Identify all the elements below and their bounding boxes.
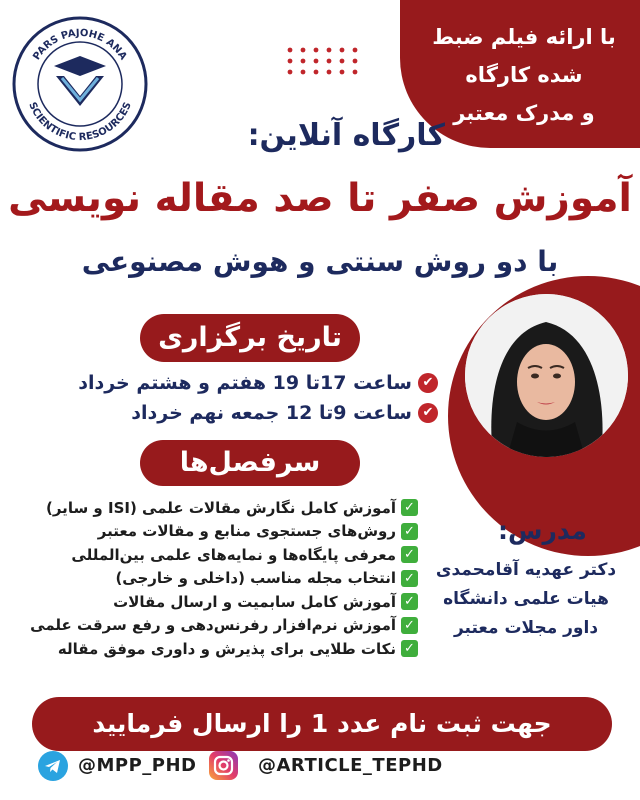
instructor-affiliation: هیات علمی دانشگاه xyxy=(443,589,609,609)
schedule-item-text: ساعت 9تا 12 جمعه نهم خرداد xyxy=(131,402,412,424)
decorative-dot-grid xyxy=(286,46,358,76)
instructor-reviewer: داور مجلات معتبر xyxy=(453,618,599,638)
badge-line-2: شده کارگاه xyxy=(465,63,583,87)
outline-item-text: نکات طلایی برای پذیرش و داوری موفق مقاله xyxy=(57,639,396,658)
list-item xyxy=(30,520,418,544)
outline-item-text: انتخاب مجله مناسب (داخلی و خارجی) xyxy=(115,569,396,588)
outline-item-text: آموزش نرم‌افزار رفرنس‌دهی و رفع سرقت علمی xyxy=(30,616,396,635)
outline-item-text: آموزش کامل نگارش مقالات علمی (ISI و سایر) xyxy=(46,498,396,517)
check-icon: ✓ xyxy=(401,499,418,516)
list-item xyxy=(30,590,418,614)
logo-top-text: PARS PAJOHE ANA xyxy=(31,27,129,63)
badge-text xyxy=(408,18,640,132)
check-icon: ✔ xyxy=(418,403,438,423)
telegram-handle[interactable]: @MPP_PHD xyxy=(78,755,197,776)
instagram-icon[interactable] xyxy=(209,751,238,780)
check-icon: ✓ xyxy=(401,640,418,657)
schedule-heading: تاریخ برگزاری xyxy=(140,314,360,362)
schedule-item-text: ساعت 17تا 19 هفتم و هشتم خرداد xyxy=(78,372,412,394)
check-icon: ✓ xyxy=(401,546,418,563)
logo-bottom-text: SCIENTIFIC RESOURCES xyxy=(26,100,134,144)
check-icon: ✓ xyxy=(401,593,418,610)
instructor-info xyxy=(418,556,634,643)
schedule-item-1 xyxy=(78,372,438,394)
workshop-kicker: کارگاه آنلاین: xyxy=(247,118,445,153)
telegram-icon[interactable] xyxy=(38,751,68,781)
check-icon: ✓ xyxy=(401,617,418,634)
pars-pajohe-logo xyxy=(10,14,150,154)
workshop-subtitle: با دو روش سنتی و هوش مصنوعی xyxy=(81,245,559,278)
outline-list xyxy=(30,496,418,661)
badge-line-3: و مدرک معتبر xyxy=(453,101,595,125)
instructor-label: مدرس: xyxy=(498,516,587,545)
instagram-handle[interactable]: @ARTICLE_TEPHD xyxy=(258,755,443,776)
check-icon: ✓ xyxy=(401,523,418,540)
badge-line-1: با ارائه فیلم ضبط xyxy=(432,25,616,49)
list-item xyxy=(30,496,418,520)
workshop-title: آموزش صفر تا صد مقاله نویسی xyxy=(8,176,632,221)
instructor-photo xyxy=(465,294,628,457)
list-item xyxy=(30,637,418,661)
outline-item-text: آموزش کامل سابمیت و ارسال مقالات xyxy=(113,592,396,611)
list-item xyxy=(30,567,418,591)
check-icon: ✔ xyxy=(418,373,438,393)
instructor-portrait xyxy=(465,294,628,457)
registration-banner: جهت ثبت نام عدد 1 را ارسال فرمایید xyxy=(32,697,612,751)
list-item xyxy=(30,614,418,638)
instructor-name: دکتر عهدیه آقامحمدی xyxy=(435,560,617,580)
schedule-item-2 xyxy=(131,402,438,424)
list-item xyxy=(30,543,418,567)
outline-item-text: روش‌های جستجوی منابع و مقالات معتبر xyxy=(97,522,396,541)
outline-item-text: معرفی پایگاه‌ها و نمایه‌های علمی بین‌المللی xyxy=(71,545,396,564)
outline-heading: سرفصل‌ها xyxy=(140,440,360,486)
check-icon: ✓ xyxy=(401,570,418,587)
